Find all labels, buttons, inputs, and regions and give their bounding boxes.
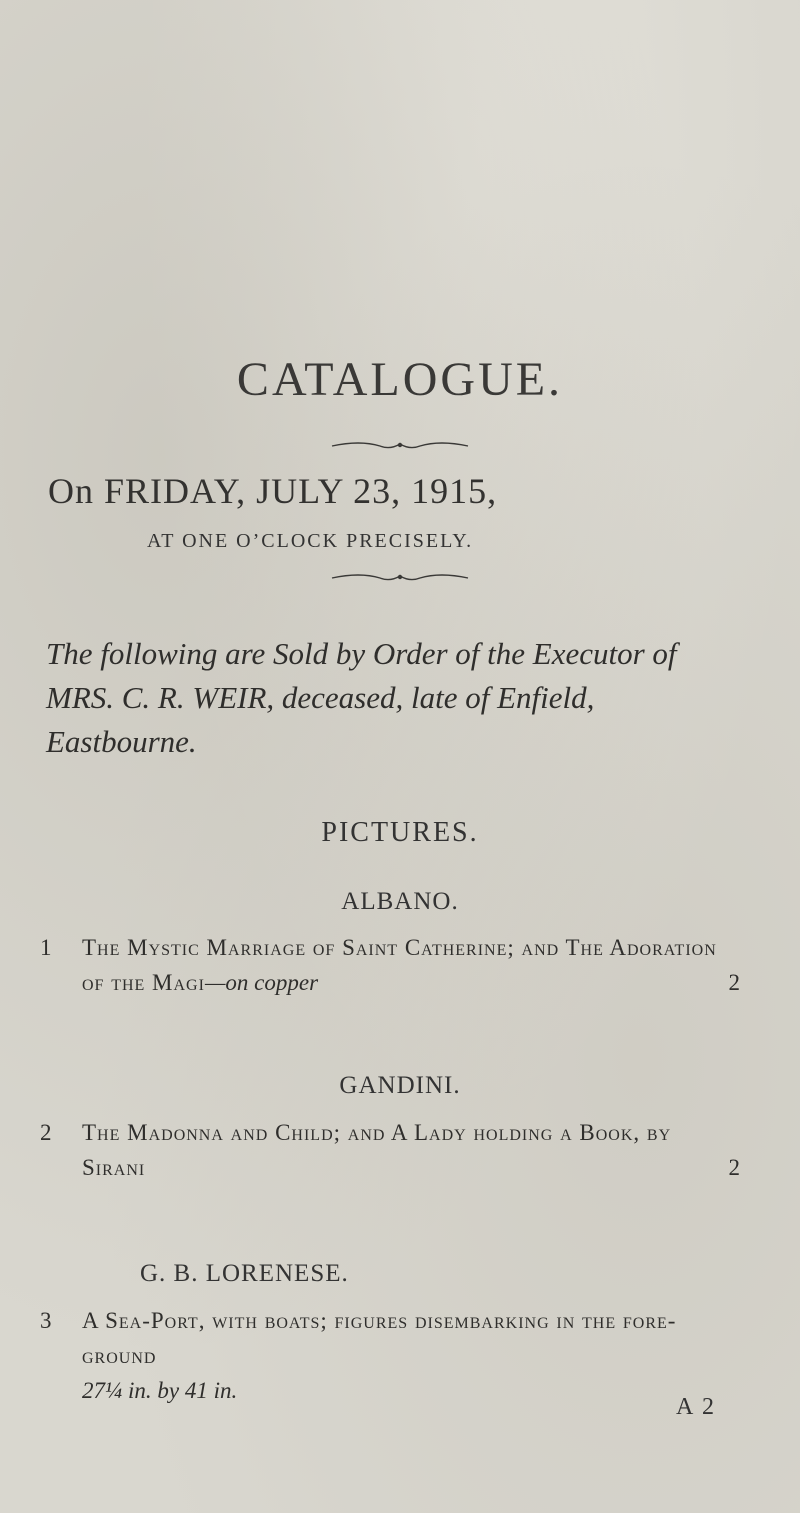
lot-dimensions: 27¼ in. by 41 in. — [82, 1378, 238, 1403]
ornament-divider-top — [330, 436, 470, 456]
lot-price: 2 — [728, 1155, 740, 1180]
section-title: PICTURES. — [321, 817, 479, 848]
lot-number: 3 — [40, 1308, 52, 1333]
artist-name: ALBANO. — [341, 888, 459, 915]
artist-name: G. B. LORENESE. — [140, 1260, 349, 1287]
executor-intro: The following are Sold by Order of the Executor of MRS. C. R. WEIR, deceased, late of Enfield, Eastbourne. — [46, 636, 677, 759]
signature-mark: A 2 — [676, 1394, 717, 1420]
lot-number: 2 — [40, 1120, 52, 1145]
lot-entry — [40, 930, 740, 1000]
lot-medium: —on copper — [204, 970, 319, 995]
lot-number: 1 — [40, 935, 52, 960]
lot-title: A Sea-Port, with boats; figures disembarking in the fore-ground — [82, 1308, 677, 1368]
catalogue-title: CATALOGUE. — [236, 353, 564, 406]
lot-title: The Madonna and Child; and A Lady holding a Book, by Sirani — [82, 1120, 672, 1180]
lot-entry — [40, 1115, 740, 1185]
ornament-divider-bottom — [330, 568, 470, 588]
artist-name: GANDINI. — [339, 1072, 461, 1099]
sale-date: On FRIDAY, JULY 23, 1915, — [48, 471, 498, 511]
lot-title: The Mystic Marriage of Saint Catherine; and The Adoration of the Magi — [82, 935, 717, 995]
sale-time: AT ONE O’CLOCK PRECISELY. — [147, 530, 474, 552]
lot-entry — [40, 1303, 740, 1408]
lot-price: 2 — [728, 970, 740, 995]
